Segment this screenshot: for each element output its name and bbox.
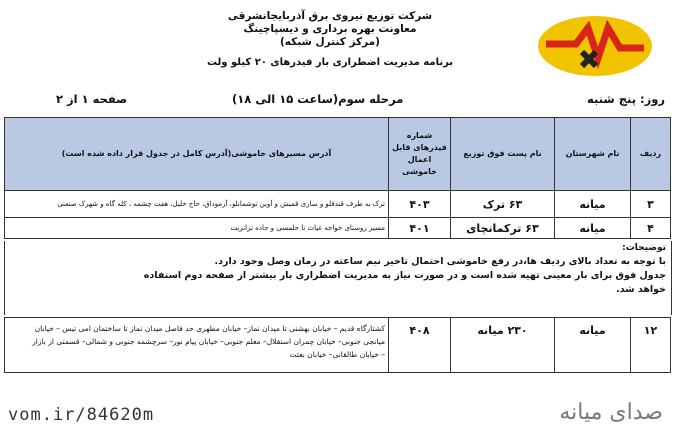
table-row	[5, 218, 671, 239]
day-label: روز: پنج شنبه	[587, 92, 665, 106]
outage-table-lower	[4, 317, 671, 373]
address-line: میانجی جنوبی– خیابان چمران استقلال– معلم جنوبی– خیابان پیام نور– سرچشمه جنوبی و شمالی– قسمتی از بازار	[32, 337, 385, 346]
cell-substation: ۲۳۰ میانه	[451, 318, 555, 373]
cell-feeder: ۴۰۱	[389, 218, 451, 239]
deputy-name: معاونت بهره برداری و دیسپاچینگ	[243, 23, 417, 35]
cell-city: میانه	[555, 318, 631, 373]
cell-address: ترک به طرف قندقلو و ساری قمیش و آوین توشمانلو، آرموداق، حاج خلیل، هفت چشمه ، کله گاه و شهرک صنعتی	[5, 191, 389, 218]
plan-title: برنامه مدیریت اضطراری بار فیدرهای ۲۰ کیلو ولت	[206, 57, 454, 68]
watermark-logo: صدای میانه	[559, 400, 663, 425]
stage-label: مرحله سوم(ساعت ۱۵ الی ۱۸)	[232, 92, 404, 106]
col-row-header: ردیف	[631, 118, 671, 191]
control-center: (مرکز کنترل شبکه)	[280, 36, 380, 48]
cell-address	[5, 318, 389, 373]
note-line: خواهد شد.	[616, 284, 666, 295]
cell-row: ۱۲	[631, 318, 671, 373]
cell-substation: ۶۳ ترک	[451, 191, 555, 218]
table-header-row	[5, 118, 671, 191]
col-feeder-header: شماره فیدرهای قابل اعمال خاموشی	[389, 118, 451, 191]
cell-substation: ۶۳ ترکمانچای	[451, 218, 555, 239]
note-line: با توجه به تعداد بالای ردیف ها،در رفع خاموشی احتمال تاخیر نیم ساعته در زمان وصل وجود دارد.	[214, 256, 666, 267]
organization-header	[160, 10, 500, 69]
cell-address: مسیر روستای خواجه غیاث تا حلمسی و جاده ترانزیت	[5, 218, 389, 239]
notes-heading: توضیحات:	[622, 243, 666, 253]
table-row	[5, 318, 671, 373]
table-row	[5, 191, 671, 218]
page-number: صفحه ۱ از ۲	[56, 92, 128, 106]
company-name: شرکت توزیع نیروی برق آذربایجانشرقی	[227, 10, 433, 22]
cell-city: میانه	[555, 218, 631, 239]
power-utility-logo-icon	[536, 14, 654, 78]
outage-table	[4, 117, 671, 239]
address-line: کشتارگاه قدیم – خیابان بهشتی تا میدان نماز– خیابان مطهری حد فاصل میدان نماز تا ساختمان امی تیس – خیابان	[34, 324, 385, 333]
cell-feeder: ۴۰۳	[389, 191, 451, 218]
address-line: – خیابان طالقانی– خیابان بعثت	[289, 350, 385, 359]
source-url: vom.ir/84620m	[8, 405, 155, 425]
col-substation-header: نام پست فوق توزیع	[451, 118, 555, 191]
cell-city: میانه	[555, 191, 631, 218]
cell-row: ۴	[631, 218, 671, 239]
cell-feeder: ۴۰۸	[389, 318, 451, 373]
col-address-header: آدرس مسیرهای خاموشی(آدرس کامل در جدول قرار داده شده است)	[5, 118, 389, 191]
note-line: جدول فوق برای بار معینی تهیه شده است و در صورت نیاز به مدیریت اضطراری بار بیشتر از صفحه دوم استفاده	[143, 270, 666, 281]
cell-row: ۳	[631, 191, 671, 218]
col-city-header: نام شهرستان	[555, 118, 631, 191]
notes-section	[4, 241, 672, 315]
